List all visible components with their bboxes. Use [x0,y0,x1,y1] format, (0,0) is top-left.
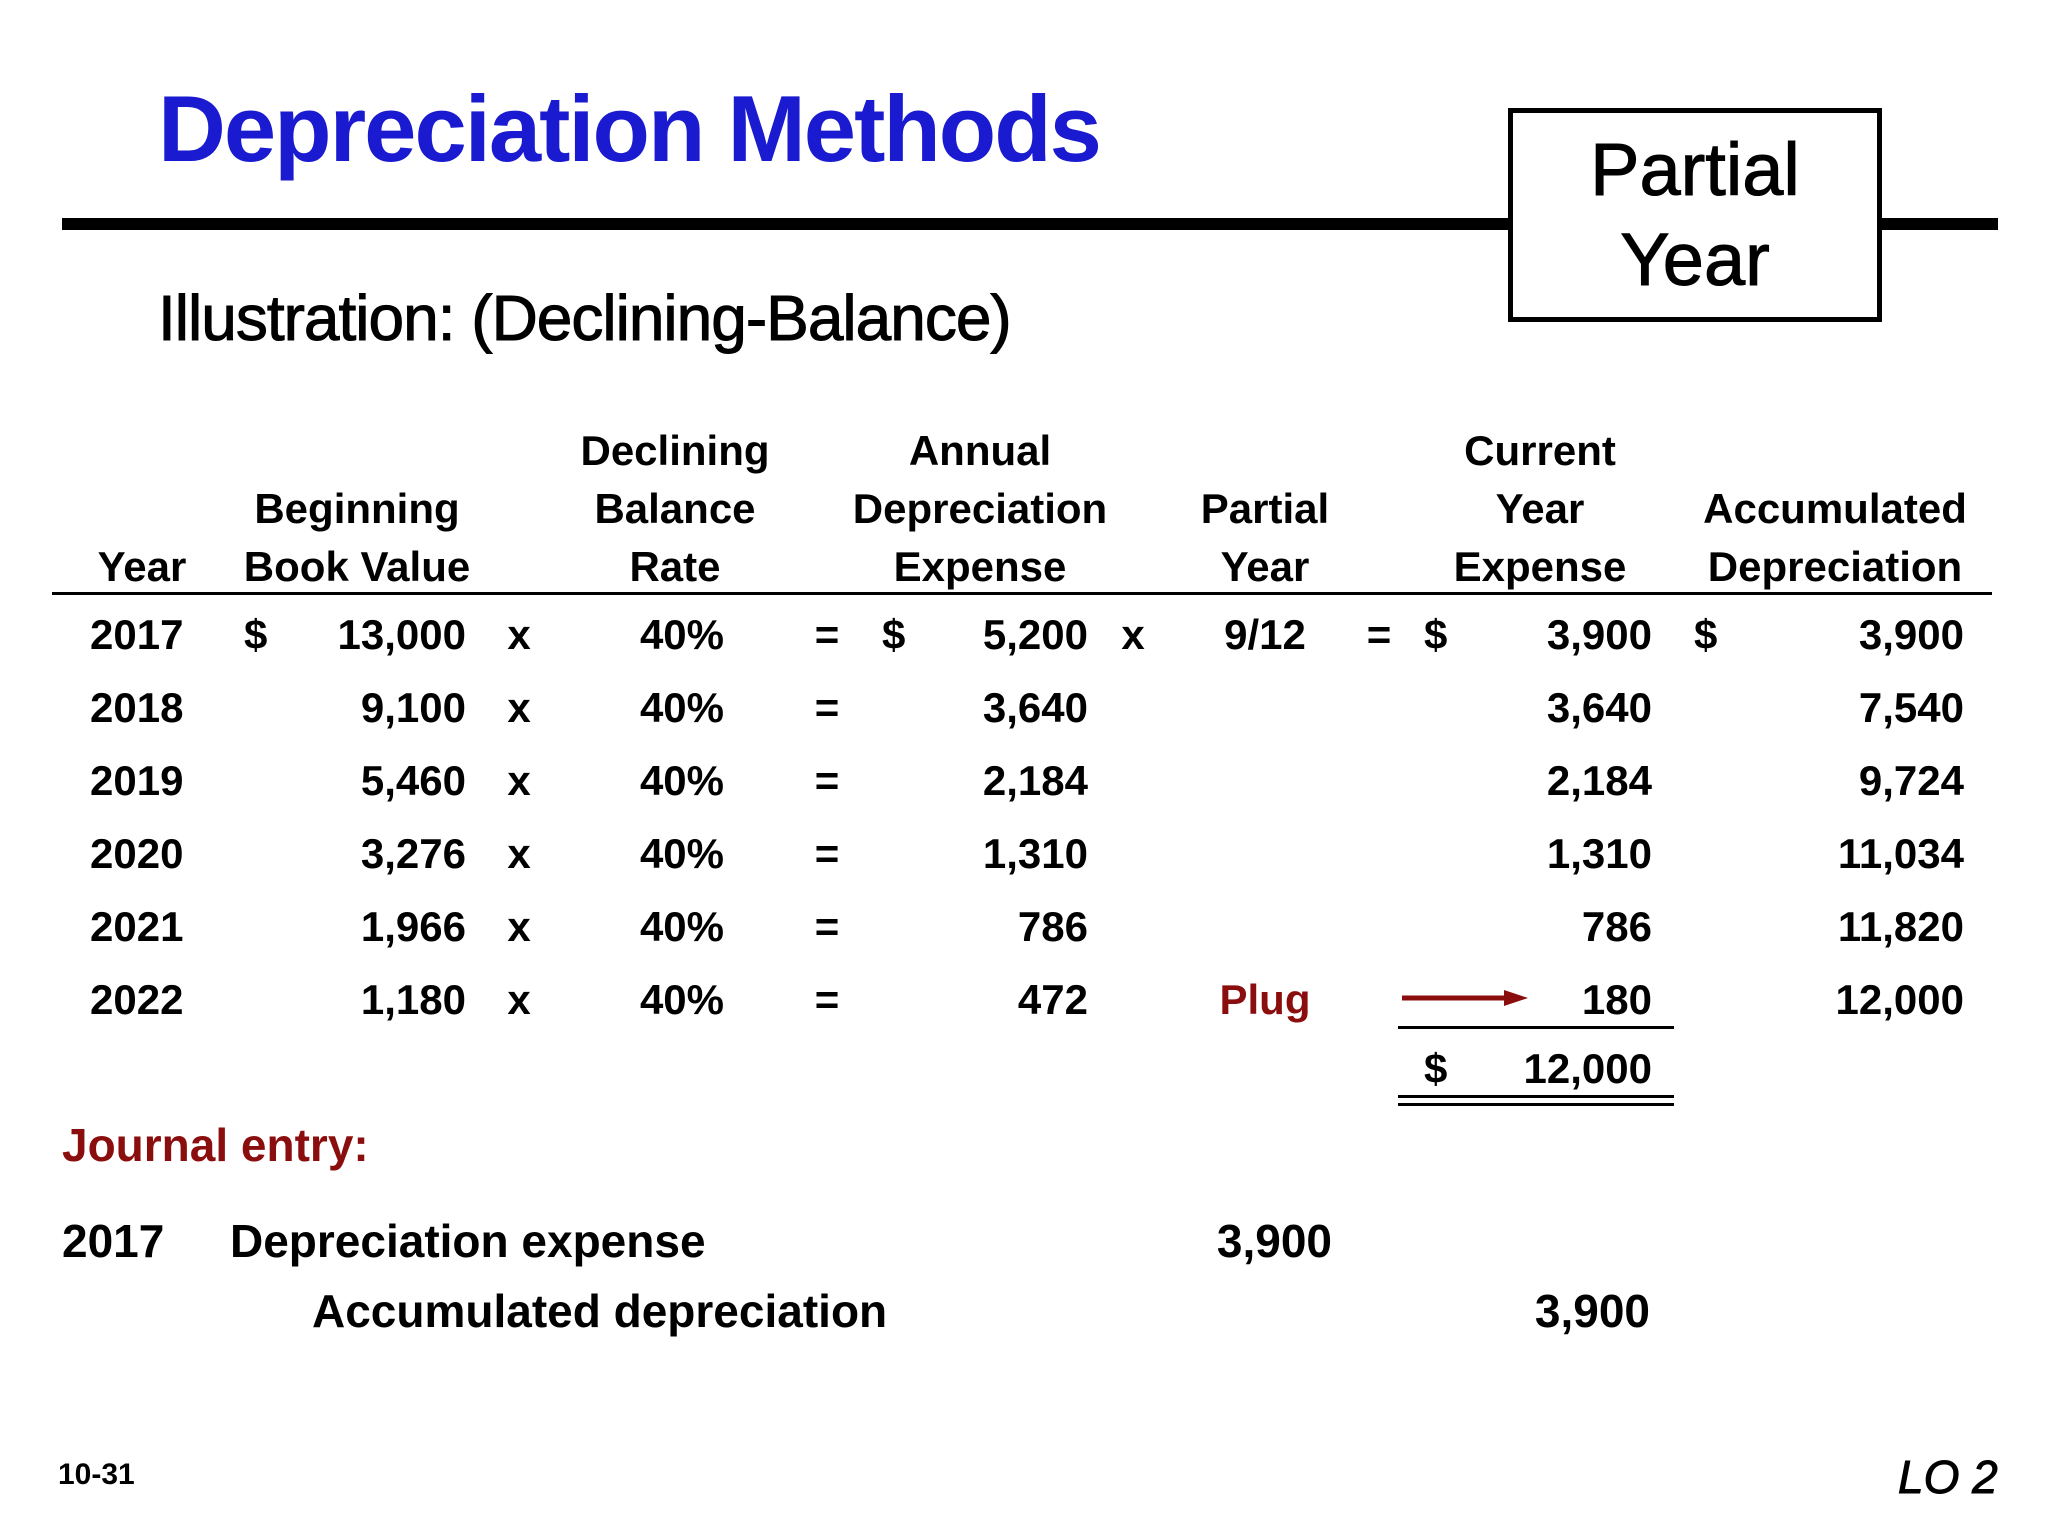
badge-line-1: Partial [1590,127,1800,211]
cell-year: 2019 [90,757,184,804]
journal-credit-account: Accumulated depreciation [312,1285,888,1337]
header-line: Year [1495,485,1585,532]
partial-year-badge [1508,108,1882,322]
cell-beginning-book-value: 9,100 [360,684,466,731]
cell-multiply-sign: x [507,976,531,1023]
header-year [72,538,212,596]
header-line: Depreciation [852,485,1108,532]
header-line: Accumulated [1703,485,1967,532]
cell-equals-sign-2: = [1366,611,1392,658]
cell-accumulated-dollar: $ [1694,611,1718,658]
header-year-line: Year [97,543,187,590]
journal-year: 2017 [62,1215,165,1267]
plug-label: Plug [1219,976,1311,1023]
cell-beginning-book-value: 1,966 [360,903,466,950]
cell-annual-depreciation: 1,310 [982,830,1088,877]
slide-number: 10-31 [58,1458,135,1491]
total-underline [1398,1026,1674,1029]
badge-line-2: Year [1620,218,1770,301]
slide-subtitle: Illustration: (Declining-Balance) [158,282,1011,354]
cell-multiply-sign-2: x [1121,611,1145,658]
slide-title: Depreciation Methods [158,76,1100,181]
header-line: Beginning [254,485,460,532]
cell-equals-sign: = [814,903,840,950]
cell-current-year-expense: 3,640 [1546,684,1652,731]
header-rule [52,592,1992,595]
cell-annual-dollar: $ [882,611,906,658]
cell-accumulated-depreciation: 11,820 [1837,903,1964,950]
journal-debit-account: Depreciation expense [230,1215,706,1267]
cell-rate: 40% [639,976,724,1023]
header-line: Partial [1200,485,1330,532]
total-double-underline-top [1398,1095,1674,1098]
cell-multiply-sign: x [507,903,531,950]
cell-annual-depreciation: 3,640 [982,684,1088,731]
cell-accumulated-depreciation: 11,034 [1837,830,1964,877]
total-current-year-expense: 12,000 [1523,1045,1652,1092]
cell-annual-depreciation: 2,184 [982,757,1088,804]
cell-equals-sign: = [814,830,840,877]
cell-beginning-book-value: 5,460 [360,757,466,804]
cell-current-year-expense: 3,900 [1546,611,1652,658]
cell-current-year-expense: 1,310 [1546,830,1652,877]
cell-current-year-expense: 2,184 [1546,757,1652,804]
header-line: Expense [893,543,1067,590]
header-accumulated-depreciation [1690,480,1980,596]
cell-rate: 40% [639,830,724,877]
header-declining-balance-rate [560,422,790,596]
cell-beginning-book-value: 1,180 [360,976,466,1023]
cell-rate: 40% [639,757,724,804]
header-line: Depreciation [1707,543,1963,590]
header-line: Declining [580,427,770,474]
cell-multiply-sign: x [507,684,531,731]
plug-arrow-icon [1400,986,1530,1010]
header-line: Annual [908,427,1052,474]
cell-rate: 40% [639,611,724,658]
cell-equals-sign: = [814,757,840,804]
cell-year: 2017 [90,611,184,658]
cell-annual-depreciation: 472 [1017,976,1088,1023]
journal-credit-amount: 3,900 [1534,1285,1650,1337]
cell-current-year-expense: 786 [1581,903,1652,950]
cell-year: 2022 [90,976,184,1023]
cell-equals-sign: = [814,976,840,1023]
journal-entry-title: Journal entry: [62,1119,369,1171]
cell-current-year-expense: 180 [1581,976,1652,1023]
cell-beginning-book-value: 13,000 [337,611,466,658]
cell-rate: 40% [639,684,724,731]
cell-multiply-sign: x [507,830,531,877]
header-current-year-expense [1420,422,1660,596]
cell-accumulated-depreciation: 9,724 [1858,757,1964,804]
cell-year: 2021 [90,903,184,950]
cell-annual-depreciation: 5,200 [982,611,1088,658]
cell-accumulated-depreciation: 7,540 [1858,684,1964,731]
header-beginning-book-value [222,480,492,596]
journal-debit-amount: 3,900 [1216,1215,1332,1267]
learning-objective: LO 2 [1898,1451,1998,1503]
cell-equals-sign: = [814,684,840,731]
cell-partial-year: 9/12 [1224,611,1306,658]
total-dollar-sign: $ [1424,1045,1448,1092]
cell-accumulated-depreciation: 3,900 [1858,611,1964,658]
header-line: Book Value [243,543,471,590]
header-line: Current [1464,427,1616,474]
cell-accumulated-depreciation: 12,000 [1835,976,1964,1023]
cell-rate: 40% [639,903,724,950]
cell-annual-depreciation: 786 [1017,903,1088,950]
cell-multiply-sign: x [507,611,531,658]
cell-book-value-dollar: $ [244,611,268,658]
cell-equals-sign: = [814,611,840,658]
cell-year: 2018 [90,684,184,731]
header-line: Year [1220,543,1310,590]
header-line: Balance [594,485,756,532]
cell-current-dollar: $ [1424,611,1448,658]
header-annual-depreciation-expense [840,422,1120,596]
header-line: Rate [629,543,721,590]
cell-year: 2020 [90,830,184,877]
header-partial-year [1180,480,1350,596]
cell-beginning-book-value: 3,276 [360,830,466,877]
header-line: Expense [1453,543,1627,590]
total-double-underline-bottom [1398,1103,1674,1106]
cell-multiply-sign: x [507,757,531,804]
